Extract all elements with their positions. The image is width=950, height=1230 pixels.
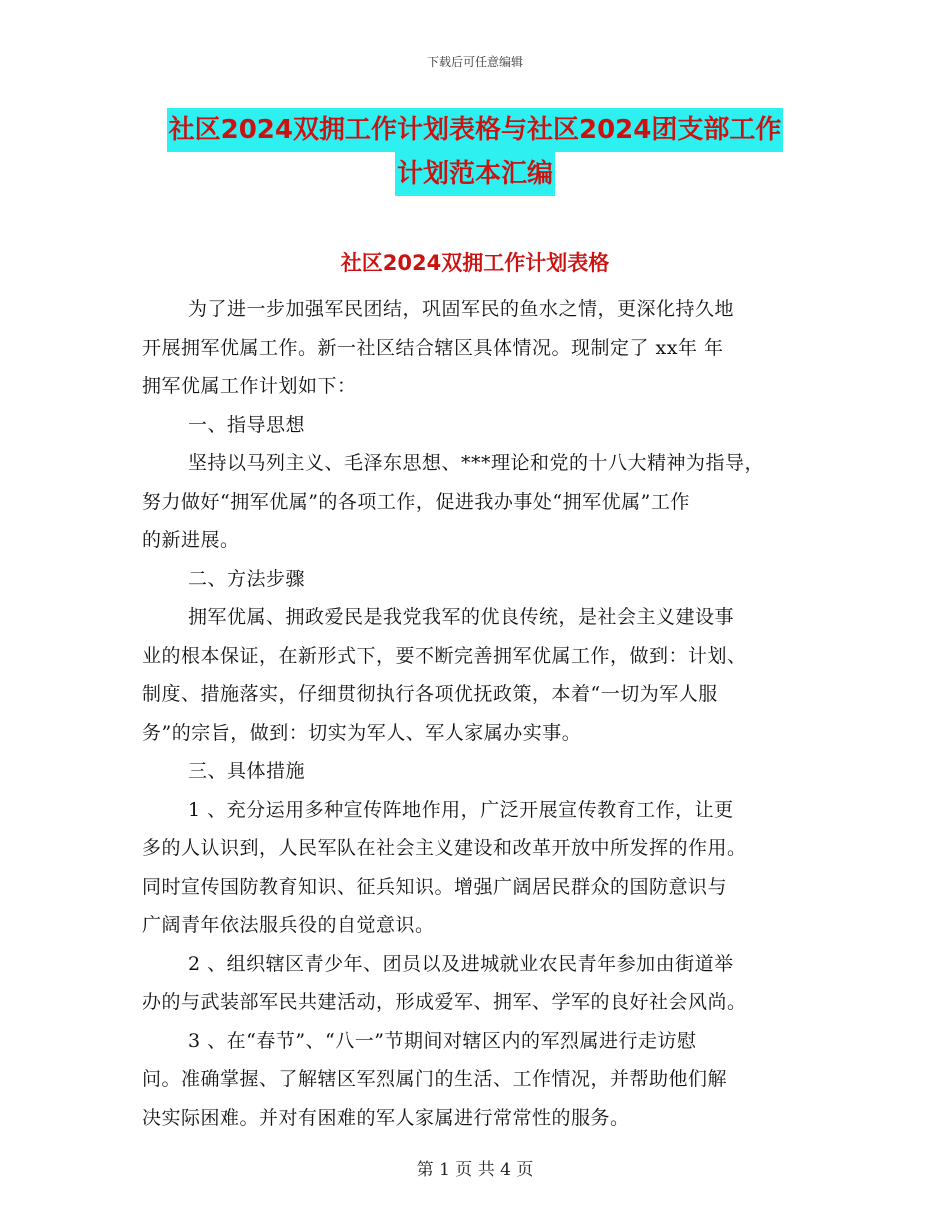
paragraph-line: 问。准确掌握、了解辖区军烈属门的生活、工作情况，并帮助他们解 [142, 1068, 728, 1090]
paragraph-line: 办的与武装部军民共建活动，形成爱军、拥军、学军的良好社会风尚。 [142, 991, 747, 1013]
paragraph-line: 坚持以马列主义、毛泽东思想、***理论和党的十八大精神为指导， [188, 452, 765, 474]
paragraph-line: 制度、措施落实，仔细贯彻执行各项优抚政策，本着“一切为军人服 [142, 683, 718, 705]
page-number: 第 1 页 共 4 页 [416, 1160, 534, 1180]
paragraph-line: 为了进一步加强军民团结，巩固军民的鱼水之情，更深化持久地 [188, 298, 735, 320]
paragraph-line: 努力做好“拥军优属”的各项工作，促进我办事处“拥军优属”工作 [142, 490, 690, 513]
page-header: 下载后可任意编辑 [426, 55, 523, 69]
paragraph-line: 业的根本保证，在新形式下，要不断完善拥军优属工作，做到：计划、 [142, 644, 747, 667]
title-line-1: 社区2024双拥工作计划表格与社区2024团支部工作 [167, 108, 784, 152]
section-title: 社区2024双拥工作计划表格 [340, 251, 610, 275]
paragraph-line: 3 、在“春节”、“八一”节期间对辖区内的军烈属进行走访慰 [188, 1029, 697, 1052]
section-heading: 二、方法步骤 [188, 567, 306, 590]
paragraph-line: 务”的宗旨，做到：切实为军人、军人家属办实事。 [142, 721, 582, 744]
paragraph-line: 拥军优属、拥政爱民是我党我军的优良传统，是社会主义建设事 [188, 606, 735, 628]
section-heading: 三、具体措施 [188, 760, 306, 782]
paragraph-line: 多的人认识到，人民军队在社会主义建设和改革开放中所发挥的作用。 [142, 837, 747, 859]
body-text [142, 290, 812, 1137]
paragraph-line: 1 、充分运用多种宣传阵地作用，广泛开展宣传教育工作，让更 [188, 798, 734, 821]
paragraph-line: 同时宣传国防教育知识、征兵知识。增强广阔居民群众的国防意识与 [142, 875, 728, 898]
paragraph-line: 2 、组织辖区青少年、团员以及进城就业农民青年参加由街道举 [188, 952, 734, 975]
paragraph-line: 广阔青年依法服兵役的自觉意识。 [142, 914, 435, 936]
paragraph-line: 的新进展。 [142, 529, 240, 551]
paragraph-line: 拥军优属工作计划如下： [142, 375, 357, 397]
document-title [0, 108, 950, 196]
title-line-2: 计划范本汇编 [395, 152, 555, 196]
paragraph-line: 决实际困难。并对有困难的军人家属进行常常性的服务。 [142, 1106, 630, 1129]
section-heading: 一、指导思想 [188, 413, 306, 436]
paragraph-line: 开展拥军优属工作。新一社区结合辖区具体情况。现制定了 xx年 年 [142, 336, 724, 359]
